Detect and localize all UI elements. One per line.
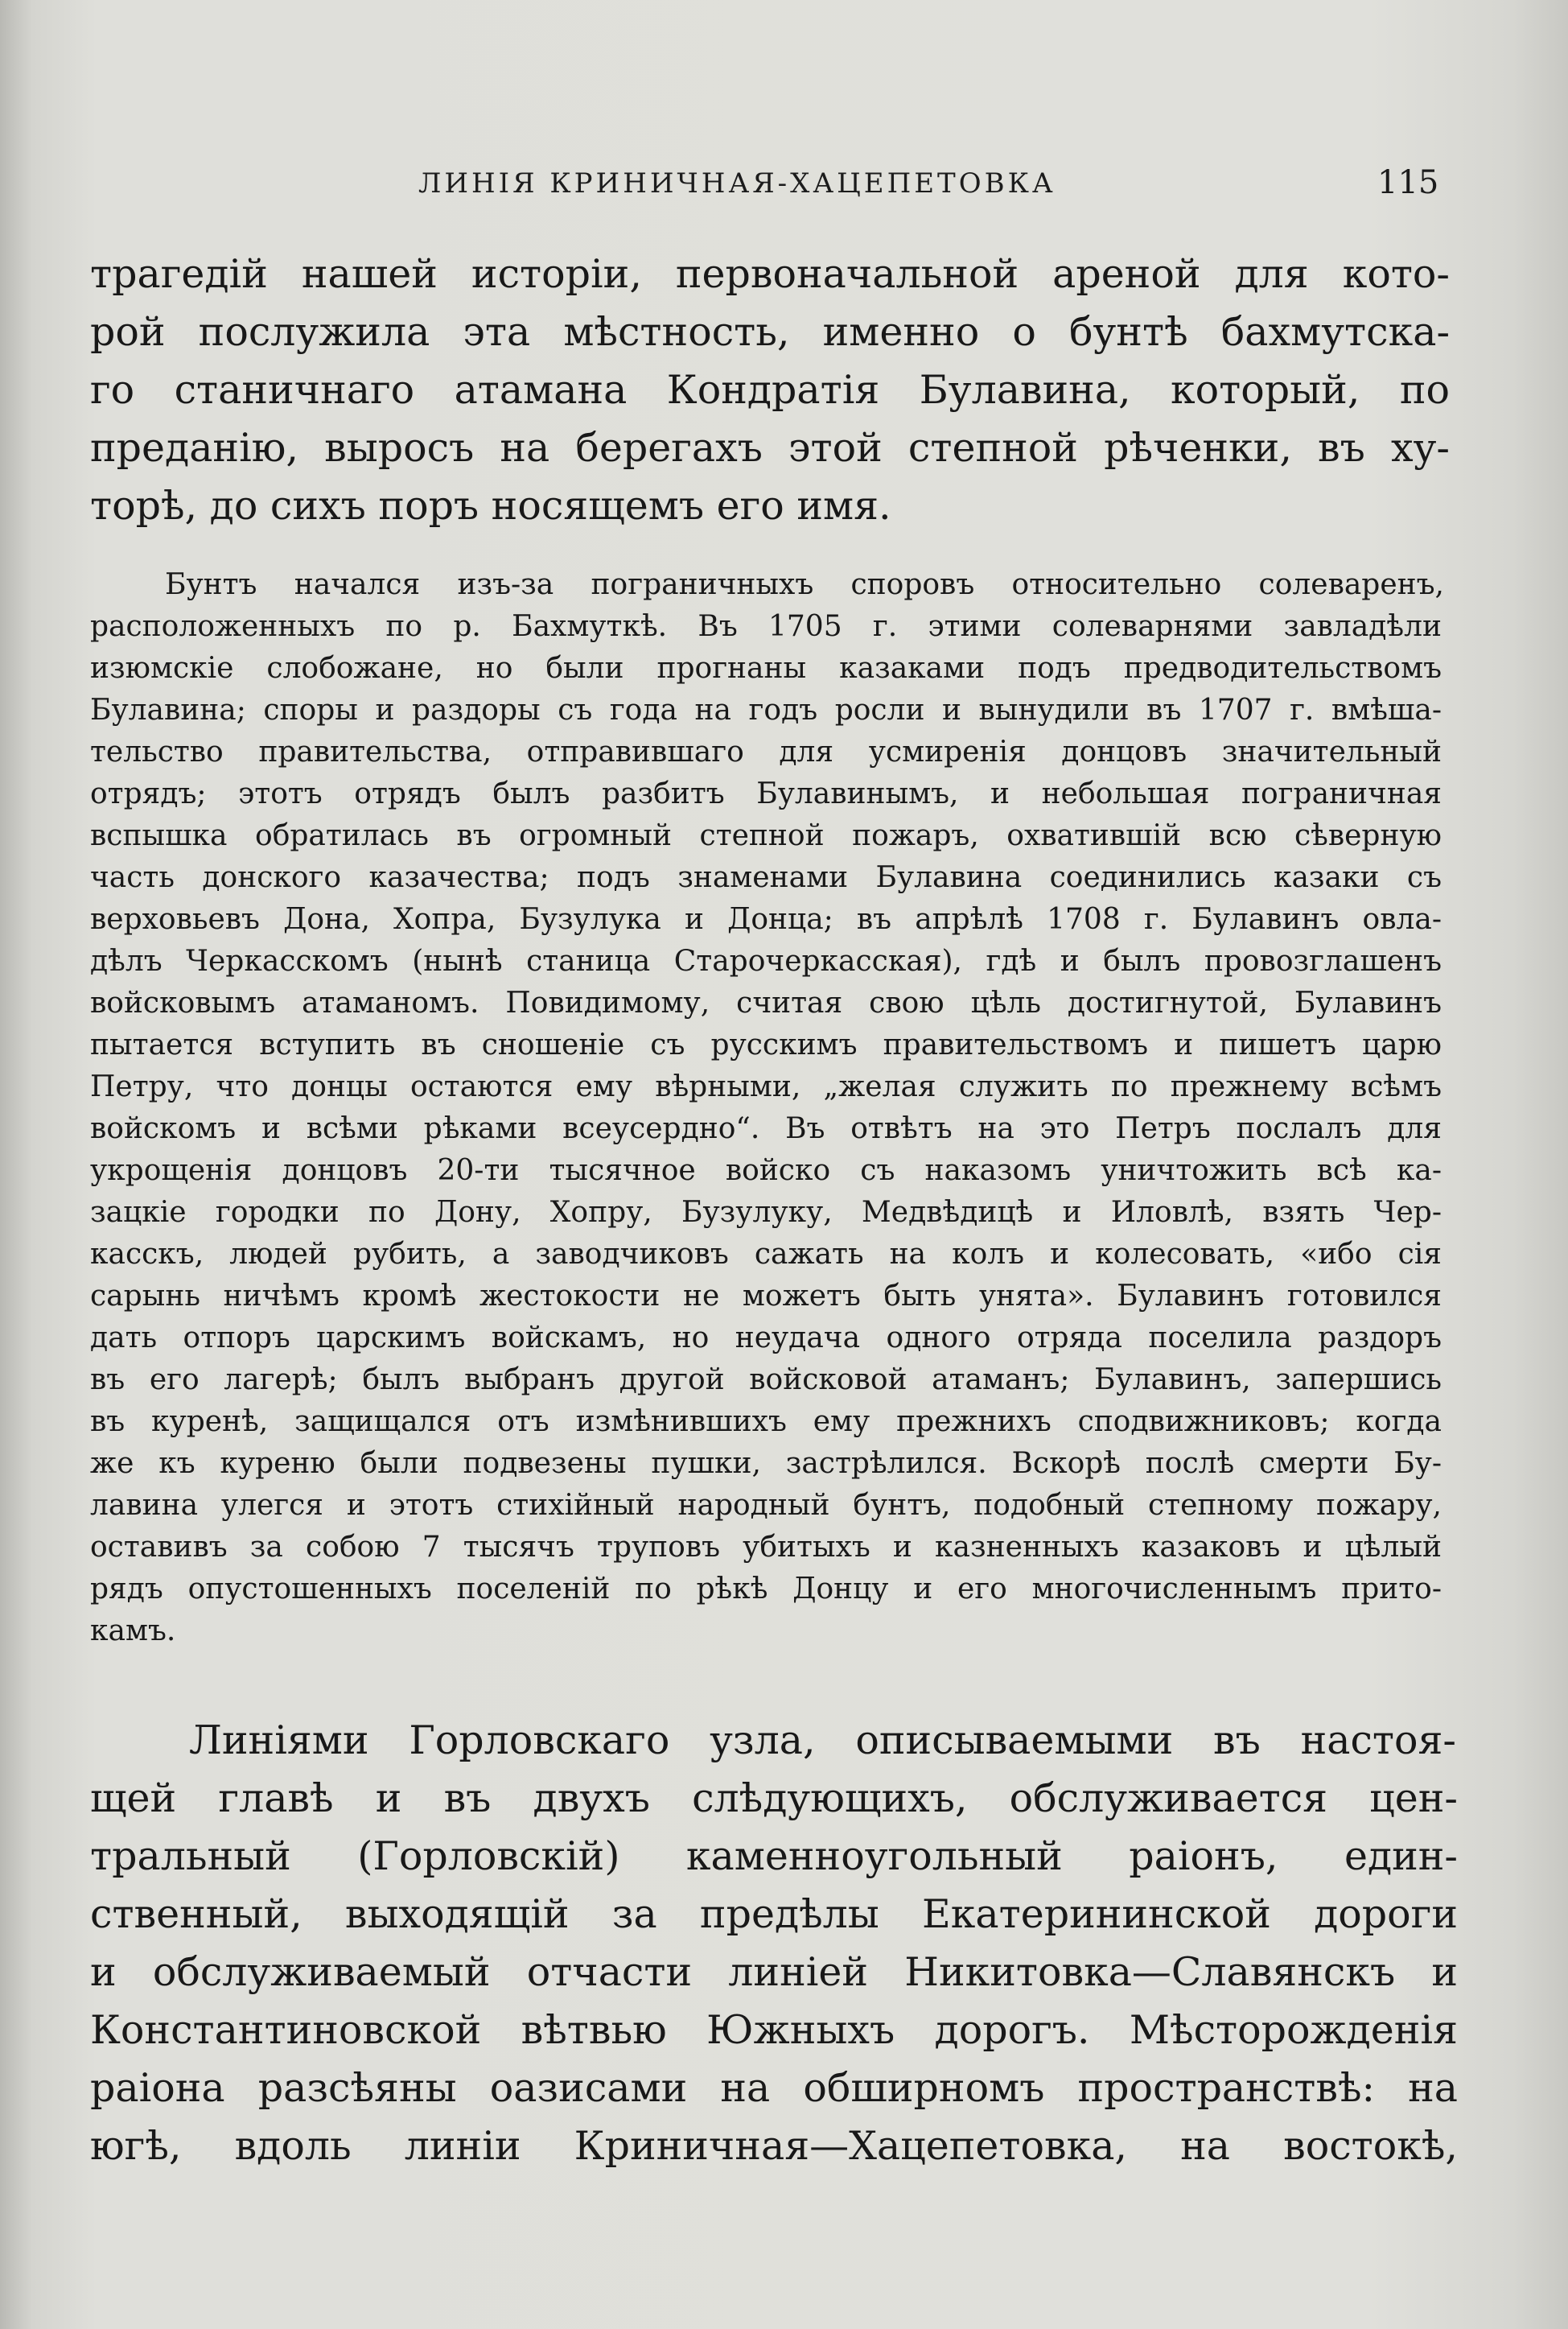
text-line: трагедій нашей исторіи, первоначальной ареной для кото- <box>90 251 1450 297</box>
text-line: и обслуживаемый отчасти линіей Никитовка—Славянскъ и <box>90 1949 1458 1995</box>
page-header <box>0 164 1568 216</box>
text-line: югѣ, вдоль линіи Криничная—Хацепетовка, на востокѣ, <box>90 2123 1458 2169</box>
note-line: отрядъ; этотъ отрядъ былъ разбитъ Булавинымъ, и небольшая пограничная <box>90 777 1442 810</box>
note-line: верховьевъ Дона, Хопра, Бузулука и Донца; въ апрѣлѣ 1708 г. Булавинъ овла- <box>90 903 1442 936</box>
note-line: касскъ, людей рубить, а заводчиковъ сажать на колъ и колесовать, «ибо сія <box>90 1238 1442 1271</box>
note-line: дать отпоръ царскимъ войскамъ, но неудача одного отряда поселила раздоръ <box>90 1321 1442 1354</box>
note-line: часть донского казачества; подъ знаменами Булавина соединились казаки съ <box>90 861 1442 894</box>
note-line: же къ куреню были подвезены пушки, застрѣлился. Вскорѣ послѣ смерти Бу- <box>90 1447 1442 1480</box>
note-line: Бунтъ начался изъ-за пограничныхъ споровъ относительно солеваренъ, <box>165 568 1444 601</box>
note-line: зацкіе городки по Дону, Хопру, Бузулуку, Медвѣдицѣ и Иловлѣ, взять Чер- <box>90 1196 1442 1229</box>
note-line: сарынь ничѣмъ кромѣ жестокости не можетъ быть унята». Булавинъ готовился <box>90 1280 1442 1313</box>
text-line: щей главѣ и въ двухъ слѣдующихъ, обслуживается цен- <box>90 1775 1458 1821</box>
text-line: Линіями Горловскаго узла, описываемыми въ настоя- <box>189 1717 1456 1763</box>
note-line: пытается вступить въ сношеніе съ русскимъ правительствомъ и пишетъ царю <box>90 1028 1442 1061</box>
text-line: го станичнаго атамана Кондратія Булавина, который, по <box>90 367 1450 413</box>
note-line: расположенныхъ по р. Бахмуткѣ. Въ 1705 г. этими солеварнями завладѣли <box>90 610 1442 643</box>
note-line: въ его лагерѣ; былъ выбранъ другой войсковой атаманъ; Булавинъ, запершись <box>90 1363 1442 1396</box>
text-line: торѣ, до сихъ поръ носящемъ его имя. <box>90 483 891 529</box>
page-number: 115 <box>1377 164 1439 201</box>
text-line: раіона разсѣяны оазисами на обширномъ пространствѣ: на <box>90 2065 1458 2111</box>
note-line: вспышка обратилась въ огромный степной пожаръ, охватившій всю сѣверную <box>90 819 1442 852</box>
note-line: Петру, что донцы остаются ему вѣрными, „желая служить по прежнему всѣмъ <box>90 1070 1442 1103</box>
note-line: дѣлъ Черкасскомъ (нынѣ станица Старочеркасская), гдѣ и былъ провозглашенъ <box>90 945 1442 978</box>
text-line: ственный, выходящій за предѣлы Екатерининской дороги <box>90 1891 1458 1937</box>
note-line: Булавина; споры и раздоры съ года на годъ росли и вынудили въ 1707 г. вмѣша- <box>90 694 1442 727</box>
text-line: рой послужила эта мѣстность, именно о бунтѣ бахмутска- <box>90 309 1450 355</box>
note-line: укрощенія донцовъ 20-ти тысячное войско съ наказомъ уничтожить всѣ ка- <box>90 1154 1442 1187</box>
text-line: тральный (Горловскій) каменноугольный раіонъ, един- <box>90 1833 1458 1879</box>
note-line: войсковымъ атаманомъ. Повидимому, считая свою цѣль достигнутой, Булавинъ <box>90 987 1442 1020</box>
note-line: лавина улегся и этотъ стихійный народный бунтъ, подобный степному пожару, <box>90 1489 1442 1522</box>
note-line: рядъ опустошенныхъ поселеній по рѣкѣ Донцу и его многочисленнымъ прито- <box>90 1573 1442 1606</box>
note-line: войскомъ и всѣми рѣками всеусердно“. Въ отвѣтъ на это Петръ послалъ для <box>90 1112 1442 1145</box>
note-line: тельство правительства, отправившаго для усмиренія донцовъ значительный <box>90 736 1442 769</box>
running-title: ЛИНІЯ КРИНИЧНАЯ-ХАЦЕПЕТОВКА <box>418 167 1056 200</box>
text-line: преданію, выросъ на берегахъ этой степной рѣченки, въ ху- <box>90 425 1450 471</box>
note-line: камъ. <box>90 1614 176 1647</box>
note-line: въ куренѣ, защищался отъ измѣнившихъ ему прежнихъ сподвижниковъ; когда <box>90 1405 1442 1438</box>
note-line: изюмскіе слобожане, но были прогнаны казаками подъ предводительствомъ <box>90 652 1442 685</box>
text-line: Константиновской вѣтвью Южныхъ дорогъ. Мѣсторожденія <box>90 2007 1458 2053</box>
note-line: оставивъ за собою 7 тысячъ труповъ убитыхъ и казненныхъ казаковъ и цѣлый <box>90 1531 1442 1564</box>
